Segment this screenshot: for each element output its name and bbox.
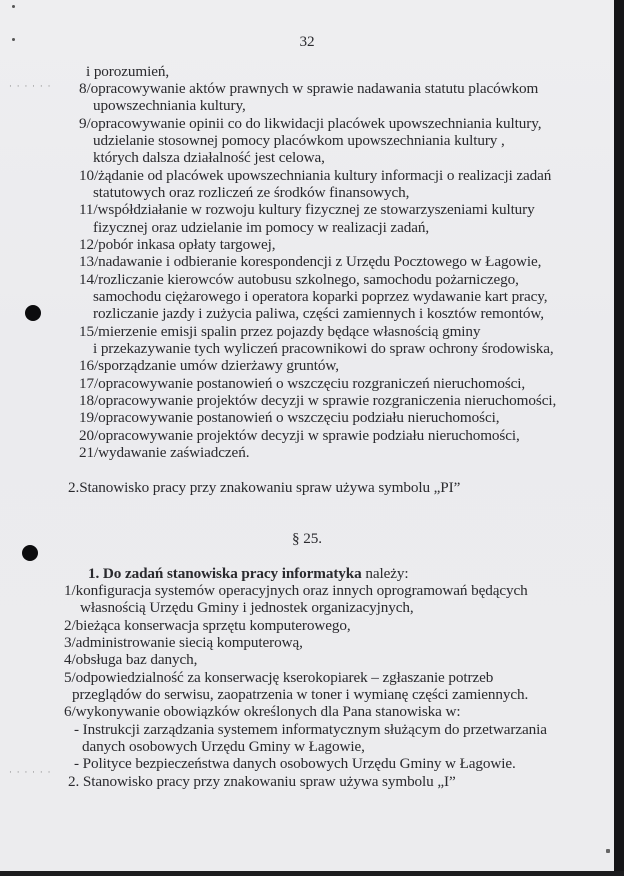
symbol-statement: 2. Stanowisko pracy przy znakowaniu spraw używa symbolu „I” [68, 773, 456, 790]
list-item: - Polityce bezpieczeństwa danych osobowych Urzędu Gminy w Łagowie. [74, 755, 516, 772]
list-item: 2/bieżąca konserwacja sprzętu komputerowego, [64, 617, 351, 634]
list-item: 17/opracowywanie postanowień o wszczęciu rozgraniczeń nieruchomości, [79, 375, 526, 392]
margin-dots: · · · · · · [9, 82, 52, 92]
list-line: danych osobowych Urzędu Gminy w Łagowie, [82, 738, 365, 755]
list-item: 8/opracowywanie aktów prawnych w sprawie nadawania statutu placówkom [79, 80, 539, 97]
list-item: 20/opracowywanie projektów decyzji w sprawie podziału nieruchomości, [79, 427, 520, 444]
section-intro-bold: 1. Do zadań stanowiska pracy informatyka [88, 565, 362, 582]
list-line: których dalsza działalność jest celowa, [93, 149, 325, 166]
punch-hole [22, 545, 38, 561]
list-line: i porozumień, [86, 63, 170, 80]
list-line: udzielanie stosownej pomocy placówkom upowszechniania kultury , [93, 132, 505, 149]
scan-border-right [614, 0, 624, 876]
list-item: 18/opracowywanie projektów decyzji w sprawie rozgraniczenia nieruchomości, [79, 392, 557, 409]
list-item: 4/obsługa baz danych, [64, 651, 198, 668]
list-item: 19/opracowywanie postanowień o wszczęciu podziału nieruchomości, [79, 409, 500, 426]
symbol-statement: 2.Stanowisko pracy przy znakowaniu spraw używa symbolu „PI” [68, 479, 461, 496]
list-item: 21/wydawanie zaświadczeń. [79, 444, 250, 461]
punch-hole [25, 305, 41, 321]
section-intro [88, 565, 408, 582]
list-item: 11/współdziałanie w rozwoju kultury fizycznej ze stowarzyszeniami kultury [79, 201, 535, 218]
list-item: 5/odpowiedzialność za konserwację kserokopiarek – zgłaszanie potrzeb [64, 669, 494, 686]
list-line: fizycznej oraz udzielanie im pomocy w realizacji zadań, [93, 219, 430, 236]
margin-dots: · · · · · · [9, 768, 52, 778]
list-item: 16/sporządzanie umów dzierżawy gruntów, [79, 357, 339, 374]
list-line: i przekazywanie tych wyliczeń pracownikowi do spraw ochrony środowiska, [93, 340, 554, 357]
scan-speck [606, 849, 610, 853]
list-line: własnością Urzędu Gminy i jednostek organizacyjnych, [80, 599, 414, 616]
list-item: - Instrukcji zarządzania systemem informatycznym służącym do przetwarzania [74, 721, 547, 738]
list-item: 12/pobór inkasa opłaty targowej, [79, 236, 276, 253]
page-number: 32 [299, 33, 315, 50]
list-line: rozliczanie jazdy i zużycia paliwa, części zamiennych i kosztów remontów, [93, 305, 544, 322]
list-line: samochodu ciężarowego i operatora koparki poprzez wydawanie kart pracy, [93, 288, 548, 305]
list-line: statutowych oraz rozliczeń ze środków finansowych, [93, 184, 410, 201]
list-line: przeglądów do serwisu, zaopatrzenia w toner i wymianę części zamiennych. [72, 686, 529, 703]
scan-speck [12, 5, 15, 8]
scan-border-bottom [0, 871, 624, 876]
list-item: 3/administrowanie siecią komputerową, [64, 634, 303, 651]
list-item: 10/żądanie od placówek upowszechniania kultury informacji o realizacji zadań [79, 167, 552, 184]
list-line: upowszechniania kultury, [93, 97, 246, 114]
list-item: 6/wykonywanie obowiązków określonych dla Pana stanowiska w: [64, 703, 461, 720]
list-item: 15/mierzenie emisji spalin przez pojazdy będące własnością gminy [79, 323, 481, 340]
list-item: 14/rozliczanie kierowców autobusu szkolnego, samochodu pożarniczego, [79, 271, 519, 288]
section-heading: § 25. [292, 530, 322, 547]
list-item: 1/konfiguracja systemów operacyjnych oraz innych oprogramowań będących [64, 582, 528, 599]
section-intro-rest: należy: [361, 565, 409, 582]
list-item: 13/nadawanie i odbieranie korespondencji z Urzędu Pocztowego w Łagowie, [79, 253, 542, 270]
list-item: 9/opracowywanie opinii co do likwidacji placówek upowszechniania kultury, [79, 115, 542, 132]
